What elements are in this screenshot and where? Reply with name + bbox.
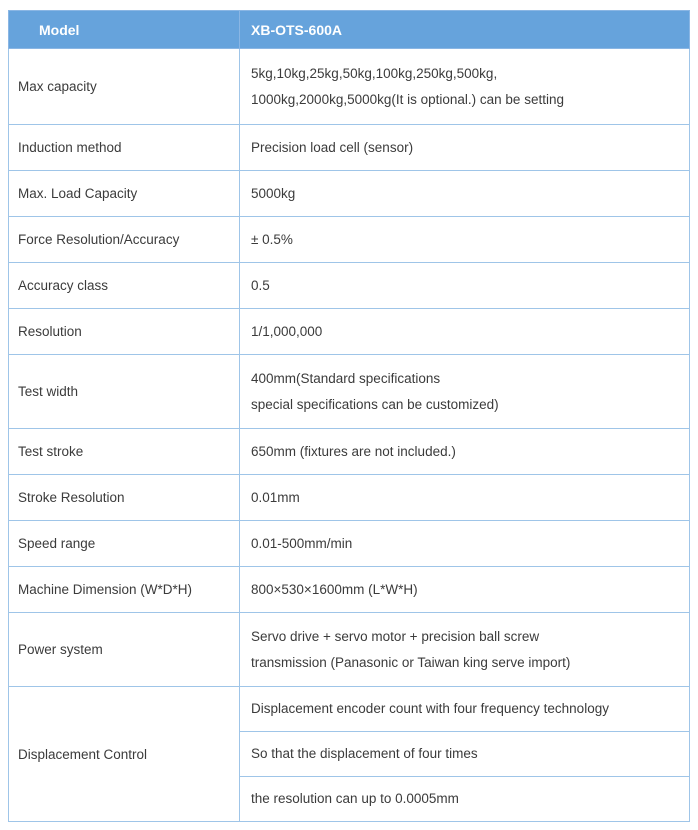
spec-label-max-load-capacity: Max. Load Capacity bbox=[9, 171, 240, 217]
table-header-row bbox=[9, 11, 690, 49]
spec-label-resolution: Resolution bbox=[9, 309, 240, 355]
spec-value-line: 5kg,10kg,25kg,50kg,100kg,250kg,500kg, bbox=[251, 65, 498, 81]
spec-value-line: ± 0.5% bbox=[251, 231, 293, 247]
spec-value-line: Precision load cell (sensor) bbox=[251, 139, 414, 155]
spec-value-power-system bbox=[240, 613, 690, 687]
spec-table bbox=[8, 10, 690, 822]
spec-label-displacement-control: Displacement Control bbox=[9, 687, 240, 822]
spec-value-max-load-capacity bbox=[240, 171, 690, 217]
table-row bbox=[9, 355, 690, 429]
spec-value-line: Displacement encoder count with four frequency technology bbox=[251, 701, 609, 716]
table-row bbox=[9, 125, 690, 171]
spec-value-line: 800×530×1600mm (L*W*H) bbox=[251, 581, 418, 597]
table-row bbox=[9, 687, 690, 732]
spec-value-induction-method bbox=[240, 125, 690, 171]
spec-value-speed-range bbox=[240, 521, 690, 567]
spec-value-line: 0.01-500mm/min bbox=[251, 535, 353, 551]
table-row bbox=[9, 49, 690, 125]
table-row bbox=[9, 217, 690, 263]
spec-label-machine-dimension: Machine Dimension (W*D*H) bbox=[9, 567, 240, 613]
table-row bbox=[9, 521, 690, 567]
spec-value-displacement-3 bbox=[240, 777, 690, 822]
spec-value-line: So that the displacement of four times bbox=[251, 746, 478, 761]
spec-label-max-capacity: Max capacity bbox=[9, 49, 240, 125]
spec-value-line: special specifications can be customized) bbox=[251, 396, 499, 412]
spec-value-line: 5000kg bbox=[251, 185, 296, 201]
spec-label-test-width: Test width bbox=[9, 355, 240, 429]
table-row bbox=[9, 613, 690, 687]
spec-value-resolution bbox=[240, 309, 690, 355]
spec-label-accuracy-class: Accuracy class bbox=[9, 263, 240, 309]
table-row bbox=[9, 171, 690, 217]
spec-label-speed-range: Speed range bbox=[9, 521, 240, 567]
spec-value-force-resolution bbox=[240, 217, 690, 263]
spec-value-accuracy-class bbox=[240, 263, 690, 309]
table-row bbox=[9, 263, 690, 309]
spec-label-induction-method: Induction method bbox=[9, 125, 240, 171]
table-row bbox=[9, 429, 690, 475]
spec-label-force-resolution: Force Resolution/Accuracy bbox=[9, 217, 240, 263]
spec-value-displacement-1 bbox=[240, 687, 690, 732]
table-row bbox=[9, 567, 690, 613]
spec-value-stroke-resolution bbox=[240, 475, 690, 521]
spec-value-max-capacity bbox=[240, 49, 690, 125]
spec-value-displacement-2 bbox=[240, 732, 690, 777]
spec-value-line: transmission (Panasonic or Taiwan king serve import) bbox=[251, 654, 571, 670]
spec-label-stroke-resolution: Stroke Resolution bbox=[9, 475, 240, 521]
spec-value-line: 1/1,000,000 bbox=[251, 323, 323, 339]
spec-value-test-stroke bbox=[240, 429, 690, 475]
spec-value-line: 0.01mm bbox=[251, 489, 300, 505]
spec-value-line: 1000kg,2000kg,5000kg(It is optional.) can be setting bbox=[251, 91, 564, 107]
header-model-label: Model bbox=[9, 11, 240, 49]
spec-value-line: 650mm (fixtures are not included.) bbox=[251, 443, 456, 459]
header-model-value: XB-OTS-600A bbox=[240, 11, 690, 49]
spec-label-test-stroke: Test stroke bbox=[9, 429, 240, 475]
spec-value-line: 0.5 bbox=[251, 277, 270, 293]
spec-value-machine-dimension bbox=[240, 567, 690, 613]
spec-value-line: the resolution can up to 0.0005mm bbox=[251, 791, 459, 806]
spec-value-line: 400mm(Standard specifications bbox=[251, 370, 441, 386]
table-row bbox=[9, 309, 690, 355]
spec-label-power-system: Power system bbox=[9, 613, 240, 687]
spec-value-test-width bbox=[240, 355, 690, 429]
spec-value-line: Servo drive + servo motor + precision ball screw bbox=[251, 628, 540, 644]
table-row bbox=[9, 475, 690, 521]
